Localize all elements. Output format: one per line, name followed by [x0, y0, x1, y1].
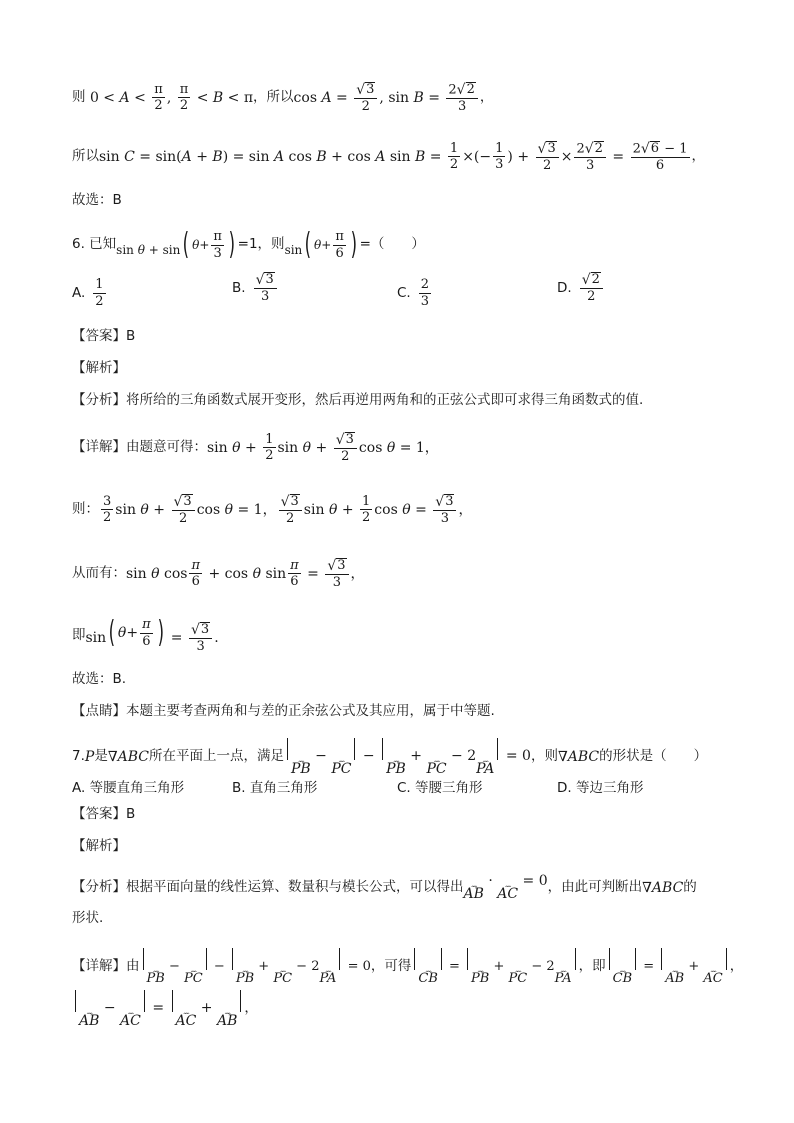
q7-option-a[interactable]	[72, 776, 184, 796]
line-2	[72, 141, 705, 173]
q7-jiexi	[72, 840, 126, 854]
q6-answer	[72, 330, 135, 344]
math: sin ( θ + $\frac{\pi}{6}$ )	[284, 227, 357, 263]
q6-fenxi	[72, 394, 643, 408]
text: 7.	[72, 748, 85, 765]
text: ，则	[530, 748, 558, 765]
line-1	[72, 82, 493, 114]
text: ，即	[578, 957, 606, 974]
math: $\frac{2}{3}$	[420, 277, 429, 309]
math: ꞈꞈꞈ CB = ꞈꞈꞈ PB + ꞈꞈꞈ PC − 2 ꞈꞈꞈ PA	[411, 948, 578, 985]
text: 从而有：	[72, 565, 126, 582]
math: ꞈꞈꞈ PB − ꞈꞈꞈ PC − ꞈꞈꞈ PB + ꞈꞈꞈ PC − 2 ꞈꞈꞈ PA = 0	[284, 738, 531, 776]
text: 6. 已知	[72, 236, 117, 253]
math: cos A = √ 3 2 , sin B = 2 √ 2 3	[294, 82, 480, 114]
text: 即	[72, 627, 86, 644]
math: ∇ABC	[642, 879, 684, 896]
text: 形状.	[72, 910, 104, 926]
math: √ 2 2	[580, 272, 603, 304]
text: 所在平面上一点，满足	[148, 748, 284, 765]
label: A.	[72, 285, 86, 302]
math: ꞈꞈꞈ AB · ꞈꞈꞈ AC = 0	[463, 873, 548, 902]
q7-xiangjie	[72, 948, 743, 985]
math: sin C = sin(A + B) = sin A cos B + cos A sin B = $\frac{1}{2}$ ×(− $\frac{1}{3}$ ) + √ 3 2 × 2 √ 2 3 = 2 √ 6 − 1 6	[99, 140, 688, 174]
q7-last	[72, 990, 258, 1028]
label: D. 等边三角形	[557, 780, 644, 796]
q7-stem	[72, 738, 707, 776]
math: ꞈꞈꞈ AB − ꞈꞈꞈ AC = ꞈꞈꞈ AC + ꞈꞈꞈ AB	[72, 990, 244, 1028]
q6-jiexi	[72, 362, 126, 376]
text: ，	[729, 957, 744, 974]
q6-dianjing	[72, 705, 495, 719]
math: ∇ABC	[557, 749, 600, 765]
text: 【解析】	[72, 838, 126, 854]
text: 的形状是（ ）	[599, 748, 708, 765]
text: 故选：B.	[72, 671, 127, 687]
text: ，可得	[370, 957, 412, 974]
math: √ 3 3	[254, 272, 277, 304]
text: ，所以	[253, 89, 294, 106]
q7-fenxi-cont	[72, 912, 103, 926]
math: sin θ + sin ( θ + $\frac{\pi}{3}$ )	[116, 227, 236, 263]
q7-option-b[interactable]	[232, 776, 317, 796]
q6-ji	[72, 615, 219, 655]
q6-option-c[interactable]	[397, 278, 433, 308]
text: 【解析】	[72, 360, 126, 376]
text: 是	[94, 748, 108, 765]
text: 【答案】B	[72, 806, 136, 822]
q6-conger	[72, 558, 365, 590]
text: 【分析】根据平面向量的线性运算、数量积与模长公式，可以得出	[72, 878, 464, 895]
math: sin θ cos $\frac{\pi}{6}$ + cos θ sin $\frac{\pi}{6}$ = √ 3 3 ，	[126, 557, 365, 591]
text: 【点睛】本题主要考查两角和与差的正余弦公式及其应用，属于中等题.	[72, 703, 495, 719]
q6-stem	[72, 227, 425, 263]
text: ，	[479, 89, 494, 106]
text: 【详解】由	[72, 957, 140, 974]
label: B. 直角三角形	[232, 780, 318, 796]
line-3	[72, 194, 122, 208]
label: C. 等腰三角形	[397, 780, 483, 796]
text: 【分析】将所给的三角函数式展开变形，然后再逆用两角和的正弦公式即可求得三角函数式的值.	[72, 392, 644, 408]
text: ，	[244, 1000, 258, 1017]
text: 【答案】B	[72, 328, 136, 344]
q7-option-c[interactable]	[397, 776, 483, 796]
math: $\frac{3}{2}$ sin θ + √ 3 2 cos θ = 1， √ 3 2 sin θ + $\frac{1}{2}$ cos θ = √ 3 3 ，	[103, 493, 473, 527]
q7-option-d[interactable]	[557, 776, 643, 796]
q6-option-d[interactable]	[557, 272, 605, 304]
math: $\frac{1}{2}$	[95, 277, 104, 309]
text: 则	[72, 89, 86, 106]
q7-fenxi	[72, 874, 697, 901]
math: ꞈꞈꞈ PB − ꞈꞈꞈ PC − ꞈꞈꞈ PB + ꞈꞈꞈ PC − 2 ꞈꞈꞈ PA = 0	[140, 948, 371, 985]
label: D.	[557, 279, 572, 296]
math: sin ( θ + $\frac{\pi}{6}$ ) = √ 3 3 .	[85, 615, 219, 655]
q6-xiangjie	[72, 432, 439, 464]
math: ꞈꞈꞈ CB = ꞈꞈꞈ AB + ꞈꞈꞈ AC	[606, 948, 730, 985]
text: 【详解】由题意可得：	[72, 439, 207, 456]
math: P	[84, 749, 95, 765]
q6-ze	[72, 494, 472, 526]
q6-guxuan	[72, 673, 126, 687]
text: 的	[683, 878, 697, 895]
math: 0 < A < $\frac{\pi}{2}$ , $\frac{\pi}{2}$ < B < π	[85, 81, 254, 114]
q6-option-a[interactable]	[72, 278, 108, 308]
math: ∇ABC	[107, 749, 149, 765]
text: =（ ）	[359, 236, 425, 253]
q7-answer	[72, 808, 135, 822]
math: sin θ + $\frac{1}{2}$ sin θ + √ 3 2 cos θ = 1，	[207, 431, 439, 465]
text: 则：	[72, 501, 99, 518]
text: ，	[691, 148, 705, 165]
text: 所以	[72, 148, 99, 165]
label: A. 等腰直角三角形	[72, 780, 185, 796]
text: ，由此可判断出	[547, 878, 643, 895]
q6-option-b[interactable]	[232, 272, 279, 304]
label: B.	[232, 279, 246, 296]
text: 故选：B	[72, 192, 122, 208]
label: C.	[397, 285, 411, 302]
text: =1，则	[237, 236, 285, 253]
